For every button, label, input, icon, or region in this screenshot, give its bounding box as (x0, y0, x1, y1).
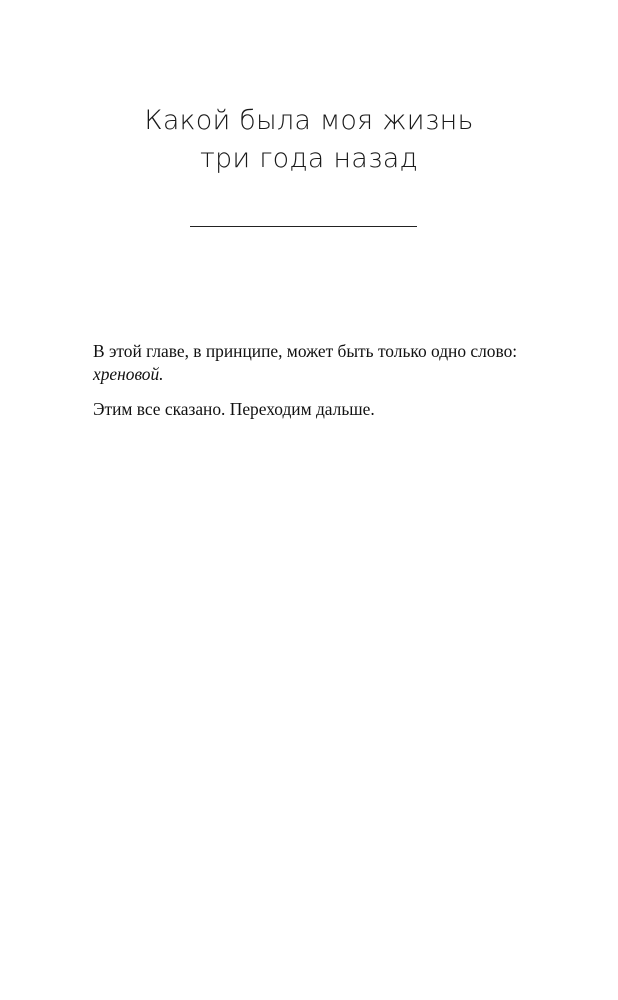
chapter-body (93, 340, 533, 433)
chapter-title-line-2: три года назад (200, 143, 418, 174)
chapter-title (0, 102, 618, 178)
paragraph-1-emphasis: хреновой. (93, 364, 164, 384)
title-divider (190, 226, 417, 227)
paragraph-1-text: В этой главе, в принципе, может быть только одно слово: (93, 341, 518, 361)
paragraph-2: Этим все сказано. Переходим дальше. (93, 399, 375, 419)
paragraph-1 (93, 340, 533, 386)
chapter-title-line-1: Какой была моя жизнь (144, 105, 474, 136)
